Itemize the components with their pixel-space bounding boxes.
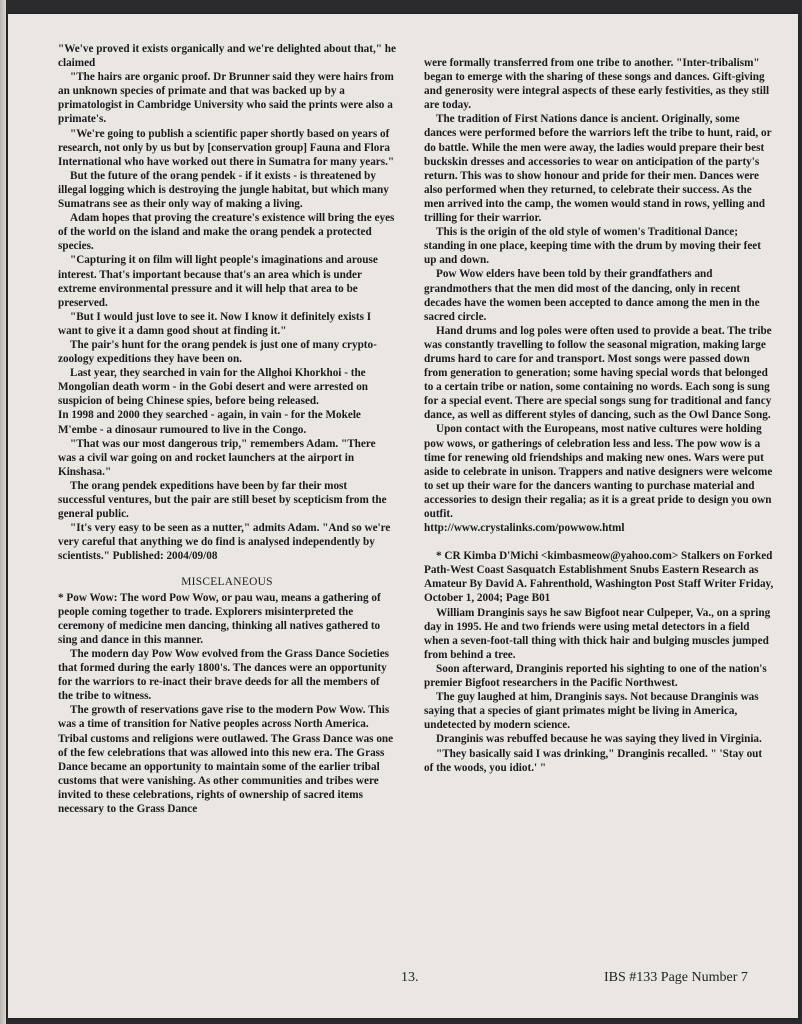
paragraph: Pow Wow elders have been told by their grandfathers and grandmothers that the men did most of the dancing, only in recent decades have the women been accepted to dance among the men in the sacred circle. [424, 268, 760, 323]
paragraph: were formally transferred from one tribe to another. "Inter-tribalism" began to emerge with the sharing of these songs and dances. Gift-giving and generosity were integral aspects of these early festivities, as they still are today. [424, 57, 770, 112]
paragraph: "We've proved it exists organically and we're delighted about that," he claimed [58, 43, 396, 70]
issue-label: IBS #133 Page Number 7 [604, 970, 748, 985]
paragraph: "It's very easy to be seen as a nutter," admits Adam. "And so we're very careful that anything we do find is analysed independently by scientists." Published: 2004/09/08 [58, 522, 391, 563]
paragraph: Last year, they searched in vain for the Allghoi Khorkhoi - the Mongolian death worm - in the Gobi desert and were arrested on suspicion of being Chinese spies, before being released. [58, 367, 369, 408]
newsletter-page [8, 14, 798, 1018]
paragraph: "That was our most dangerous trip," remembers Adam. "There was a civil war going on and rocket launchers at the airport in Kinshasa." [58, 437, 376, 478]
paragraph: "The hairs are organic proof. Dr Brunner said they were hairs from an unknown species of primate and that was backed up by a primatologist in Cambridge University who said the prints were also a primate's. [58, 71, 394, 126]
paragraph: In 1998 and 2000 they searched - again, in vain - for the Mokele M'embe - a dinosaur rumoured to live in the Congo. [58, 409, 361, 436]
paragraph: The growth of reservations gave rise to the modern Pow Wow. This was a time of transition for Native peoples across North America. Tribal customs and religions were outlawed. The Grass Dance was one of the few celebrations that was allowed into this new era. The Grass Dance became an opportunity to maintain some of the earlier tribal customs that were vanishing. As other communities and tribes were invited to these celebrations, rights of ownership of sacred items necessary to the Grass Dance [58, 704, 394, 815]
paragraph: This is the origin of the old style of women's Traditional Dance; standing in one place, keeping time with the drum by moving their feet up and down. [424, 226, 761, 267]
paragraph: The pair's hunt for the orang pendek is just one of many crypto-zoology expeditions they have been on. [58, 338, 377, 366]
source-url: http://www.crystalinks.com/powwow.html [424, 522, 625, 535]
paragraph: "We're going to publish a scientific paper shortly based on years of research, not only by us but by [conservation group] Fauna and Flora International who have worked out there in Sumatra for many years." [58, 127, 395, 168]
paragraph: Hand drums and log poles were often used to provide a beat. The tribe was constantly travelling to follow the seasonal migration, making large drums hard to care for and transport. Most songs were passed down from generation to generation; some having special words that belonged to a certain tribe or nation, some containing no words. Each song is sung for a special event. There are special songs sung for traditional and fancy dance, as well as different styles of dancing, such as the Owl Dance Song. [424, 324, 772, 422]
page-edge-shadow [0, 0, 6, 1024]
section-heading: MISCELANEOUS [181, 576, 273, 589]
paragraph: "Capturing it on film will light people's imaginations and arouse interest. That's important because that's an area which is under extreme environmental pressure and it will help that area to be preserved. [58, 254, 378, 309]
paragraph: The orang pendek expeditions have been by far their most successful ventures, but the pair are still beset by scepticism from the general public. [58, 479, 387, 521]
page-number: 13. [401, 970, 419, 985]
article-byline: * CR Kimba D'Michi <kimbasmeow@yahoo.com> Stalkers on Forked Path-West Coast Sasquatch Establishment Snubs Eastern Research as Amateur By David A. Fahrenthold, Washington Post Staff Writer Friday, October 1, 2004; Page B01 [424, 550, 774, 605]
paragraph: But the future of the orang pendek - if it exists - is threatened by illegal logging which is destroying the jungle habitat, but which many Sumatrans see as their only way of making a living. [58, 169, 389, 211]
paragraph: William Dranginis says he saw Bigfoot near Culpeper, Va., on a spring day in 1995. He and two friends were using metal detectors in a field when a seven-foot-tall thing with thick hair and bulging muscles jumped from behind a tree. [424, 606, 771, 661]
paragraph: Soon afterward, Dranginis reported his sighting to one of the nation's premier Bigfoot researchers in the Pacific Northwest. [424, 662, 767, 690]
paragraph: Dranginis was rebuffed because he was saying they lived in Virginia. [436, 733, 762, 746]
paragraph: The tradition of First Nations dance is ancient. Originally, some dances were performed before the warriors left the tribe to hunt, raid, or do battle. While the men were away, the ladies would prepare their best buckskin dresses and accessories to wear on anticipation of the party's return. This was to show honour and pride for their men. Dances were also performed when they returned, to celebrate their success. As the men arrived into the camp, the women would stand in rows, yelling and trilling for their warrior. [424, 113, 772, 225]
paragraph: Adam hopes that proving the creature's existence will bring the eyes of the world on the island and make the orang pendek a protected species. [58, 212, 395, 253]
right-column [424, 56, 774, 775]
paragraph: Upon contact with the Europeans, most native cultures were holding pow wows, or gatherings of celebration less and less. The pow wow is a time for renewing old friendships and making new ones. Wars were put aside to celebrate in unison. Trappers and native designers were welcome to set up their ware for the dancers wanting to purchase material and accessories to design their regalia; as it is a great pride to design you own outfit. [424, 423, 773, 520]
paragraph: The modern day Pow Wow evolved from the Grass Dance Societies that formed during the early 1800's. The dances were an opportunity for the warriors to re-inact their brave deeds for all the members of the tribe to witness. [58, 647, 390, 703]
paragraph: "They basically said I was drinking," Dranginis recalled. " 'Stay out of the woods, you idiot.' " [424, 747, 763, 774]
left-column [58, 42, 396, 816]
paragraph: The guy laughed at him, Dranginis says. Not because Dranginis was saying that a species of giant primates might be living in America, undetected by modern science. [424, 691, 759, 732]
paragraph: * Pow Wow: The word Pow Wow, or pau wau, means a gathering of people coming together to trade. Explorers misinterpreted the ceremony of medicine men dancing, thinking all natives gathered to sing and dance in this manner. [58, 591, 381, 646]
paragraph: "But I would just love to see it. Now I know it definitely exists I want to give it a damn good shout at finding it." [58, 310, 372, 337]
